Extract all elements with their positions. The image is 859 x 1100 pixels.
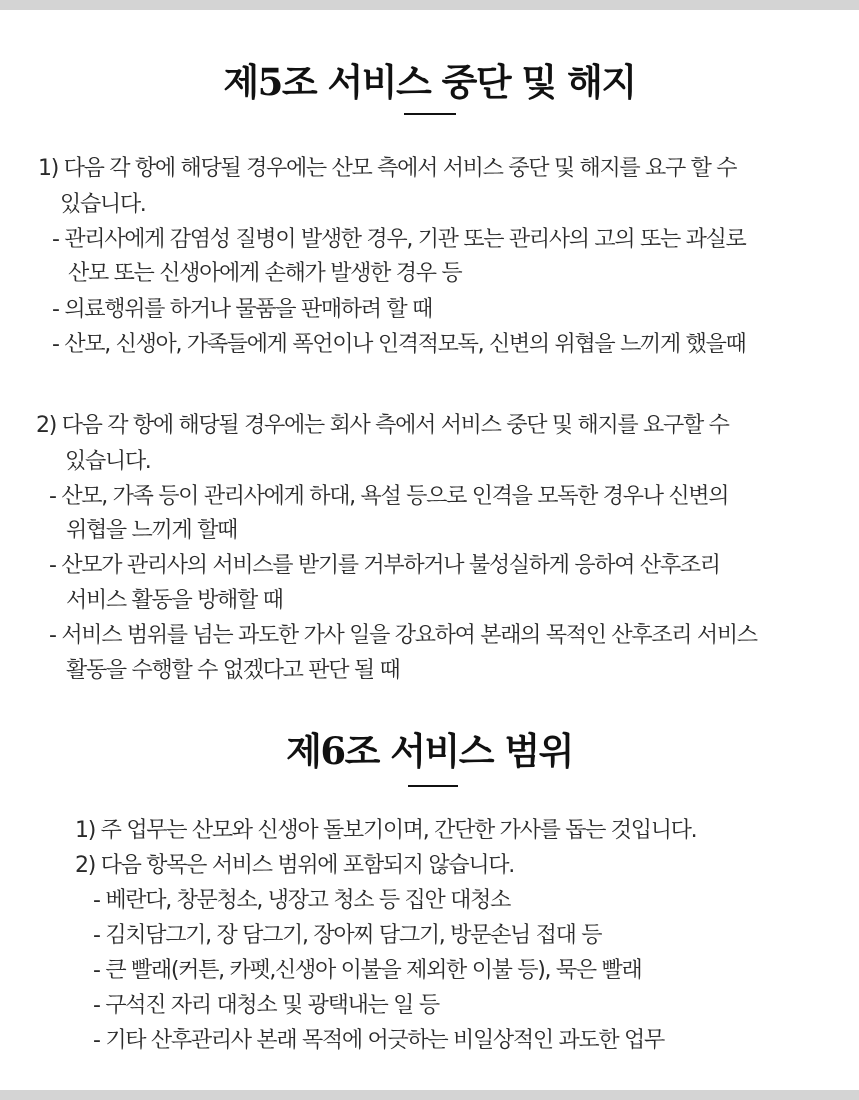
bottom-border (0, 1090, 859, 1100)
article5-item1-bullet1: - 관리사에게 감염성 질병이 발생한 경우, 기관 또는 관리사의 고의 또는 과실로 (52, 227, 746, 252)
article6-title-underline (408, 785, 458, 787)
article6-item1: 1) 주 업무는 산모와 신생아 돌보기이며, 간단한 가사를 돕는 것입니다. (75, 818, 697, 843)
article6-bullet: - 구석진 자리 대청소 및 광택내는 일 등 (93, 993, 439, 1018)
article6-item2: 2) 다음 항목은 서비스 범위에 포함되지 않습니다. (75, 853, 514, 878)
article5-item2-bullet3-cont: 활동을 수행할 수 없겠다고 판단 될 때 (66, 658, 400, 683)
article5-item1-lead-cont: 있습니다. (60, 192, 146, 217)
article6-bullet: - 기타 산후관리사 본래 목적에 어긋하는 비일상적인 과도한 업무 (93, 1028, 664, 1053)
article5-item1-bullet1-cont: 산모 또는 신생아에게 손해가 발생한 경우 등 (68, 261, 462, 286)
article5-item2-bullet1: - 산모, 가족 등이 관리사에게 하대, 욕설 등으로 인격을 모독한 경우나 신변의 (49, 484, 729, 509)
article6-bullet: - 김치담그기, 장 담그기, 장아찌 담그기, 방문손님 접대 등 (93, 923, 602, 948)
article6-title: 제6조 서비스 범위 (286, 729, 573, 773)
article5-title: 제5조 서비스 중단 및 해지 (223, 60, 636, 104)
article5-item1-bullet3: - 산모, 신생아, 가족들에게 폭언이나 인격적모독, 신변의 위협을 느끼게 했을때 (52, 332, 746, 357)
article5-item2-bullet2-cont: 서비스 활동을 방해할 때 (66, 588, 283, 613)
article6-bullet: - 큰 빨래(커튼, 카펫,신생아 이불을 제외한 이불 등), 묵은 빨래 (93, 958, 642, 983)
article5-item1-lead: 1) 다음 각 항에 해당될 경우에는 산모 측에서 서비스 중단 및 해지를 요구 할 수 (38, 156, 737, 181)
article5-item2-lead-cont: 있습니다. (65, 449, 151, 474)
article6-bullet: - 베란다, 창문청소, 냉장고 청소 등 집안 대청소 (93, 888, 511, 913)
article5-title-underline (404, 113, 456, 115)
article5-item1-bullet2: - 의료행위를 하거나 물품을 판매하려 할 때 (52, 297, 432, 322)
article5-item2-lead: 2) 다음 각 항에 해당될 경우에는 회사 측에서 서비스 중단 및 해지를 요구할 수 (36, 413, 729, 438)
article5-item2-bullet1-cont: 위협을 느끼게 할때 (66, 518, 238, 543)
article5-item2-bullet3: - 서비스 범위를 넘는 과도한 가사 일을 강요하여 본래의 목적인 산후조리 서비스 (49, 623, 757, 648)
top-border (0, 0, 859, 10)
article5-item2-bullet2: - 산모가 관리사의 서비스를 받기를 거부하거나 불성실하게 응하여 산후조리 (49, 553, 720, 578)
